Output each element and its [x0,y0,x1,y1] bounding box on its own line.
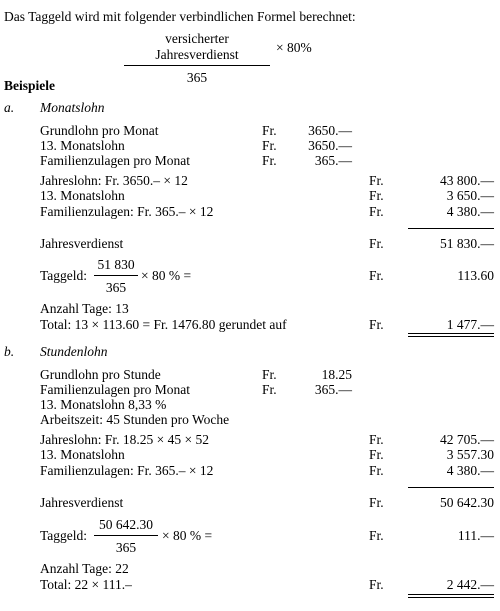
days-label: Anzahl Tage: 22 [40,561,129,576]
calc-value: 3 650.— [446,188,494,203]
calc-value: 42 705.— [440,432,494,447]
basic-label: Grundlohn pro Monat [40,123,159,138]
section-b-letter: b. [4,344,15,359]
subtotal-rule [408,228,494,229]
calc-label: Familienzulagen: Fr. 365.– × 12 [40,204,214,219]
basic-label: 13. Monatslohn [40,138,125,153]
total-value: 51 830.— [440,236,494,251]
daily-label: Taggeld: [40,268,88,283]
daily-value: 111.— [457,528,494,543]
daily-currency: Fr. [369,528,384,543]
calc-value: 3 557.30 [446,447,494,462]
formula-fraction [124,31,270,86]
calc-label: 13. Monatslohn [40,188,125,203]
daily-label: Taggeld: [40,528,88,543]
basic-currency: Fr. [262,367,277,382]
note-text: Arbeitszeit: 45 Stunden pro Woche [40,412,230,427]
calc-label: Jahreslohn: Fr. 3650.– × 12 [40,173,188,188]
basic-label: Familienzulagen pro Monat [40,382,190,397]
calc-currency: Fr. [369,463,384,478]
calc-value: 4 380.— [446,463,494,478]
basic-label: Grundlohn pro Stunde [40,367,161,382]
final-value: 2 442.— [446,577,494,592]
daily-value: 113.60 [457,268,494,283]
formula-numerator: versicherter Jahresverdienst [124,31,270,66]
calc-currency: Fr. [369,173,384,188]
calc-currency: Fr. [369,188,384,203]
total-label: Jahresverdienst [40,236,124,251]
formula-factor: × 80% [276,40,312,55]
final-double-rule-top [408,333,494,334]
final-label: Total: 22 × 111.– [40,577,132,592]
daily-numerator: 50 642.30 [94,517,158,536]
basic-currency: Fr. [262,153,277,168]
daily-numerator: 51 830 [94,257,138,276]
total-value: 50 642.30 [440,495,494,510]
note-text: 13. Monatslohn 8,33 % [40,397,167,412]
basic-label: Familienzulagen pro Monat [40,153,190,168]
daily-denominator: 365 [105,280,127,295]
basic-currency: Fr. [262,382,277,397]
daily-currency: Fr. [369,268,384,283]
final-currency: Fr. [369,317,384,332]
total-currency: Fr. [369,236,384,251]
section-a-letter: a. [4,100,15,115]
final-currency: Fr. [369,577,384,592]
calc-label: Jahreslohn: Fr. 18.25 × 45 × 52 [40,432,209,447]
basic-value: 18.25 [321,367,352,382]
calc-label: 13. Monatslohn [40,447,125,462]
final-double-rule-bottom [408,597,494,598]
final-value: 1 477.— [446,317,494,332]
examples-heading: Beispiele [4,78,55,93]
basic-currency: Fr. [262,123,277,138]
daily-fraction [94,257,138,296]
section-b-title: Stundenlohn [40,344,108,359]
daily-factor: × 80 % = [141,268,192,283]
calc-currency: Fr. [369,447,384,462]
calc-label: Familienzulagen: Fr. 365.– × 12 [40,463,214,478]
days-label: Anzahl Tage: 13 [40,301,129,316]
basic-value: 365.— [314,382,352,397]
basic-value: 3650.— [308,123,352,138]
total-currency: Fr. [369,495,384,510]
basic-currency: Fr. [262,138,277,153]
subtotal-rule [408,487,494,488]
calc-value: 4 380.— [446,204,494,219]
formula-denominator: 365 [186,70,208,85]
calc-value: 43 800.— [440,173,494,188]
daily-fraction [94,517,158,556]
basic-value: 3650.— [308,138,352,153]
daily-denominator: 365 [115,540,137,555]
total-label: Jahresverdienst [40,495,124,510]
calc-currency: Fr. [369,204,384,219]
calc-currency: Fr. [369,432,384,447]
basic-value: 365.— [314,153,352,168]
daily-factor: × 80 % = [162,528,213,543]
section-a-title: Monatslohn [40,100,105,115]
final-double-rule-top [408,594,494,595]
final-label: Total: 13 × 113.60 = Fr. 1476.80 gerundet auf [40,317,287,332]
final-double-rule-bottom [408,336,494,337]
intro-text: Das Taggeld wird mit folgender verbindlichen Formel berechnet: [4,9,356,24]
